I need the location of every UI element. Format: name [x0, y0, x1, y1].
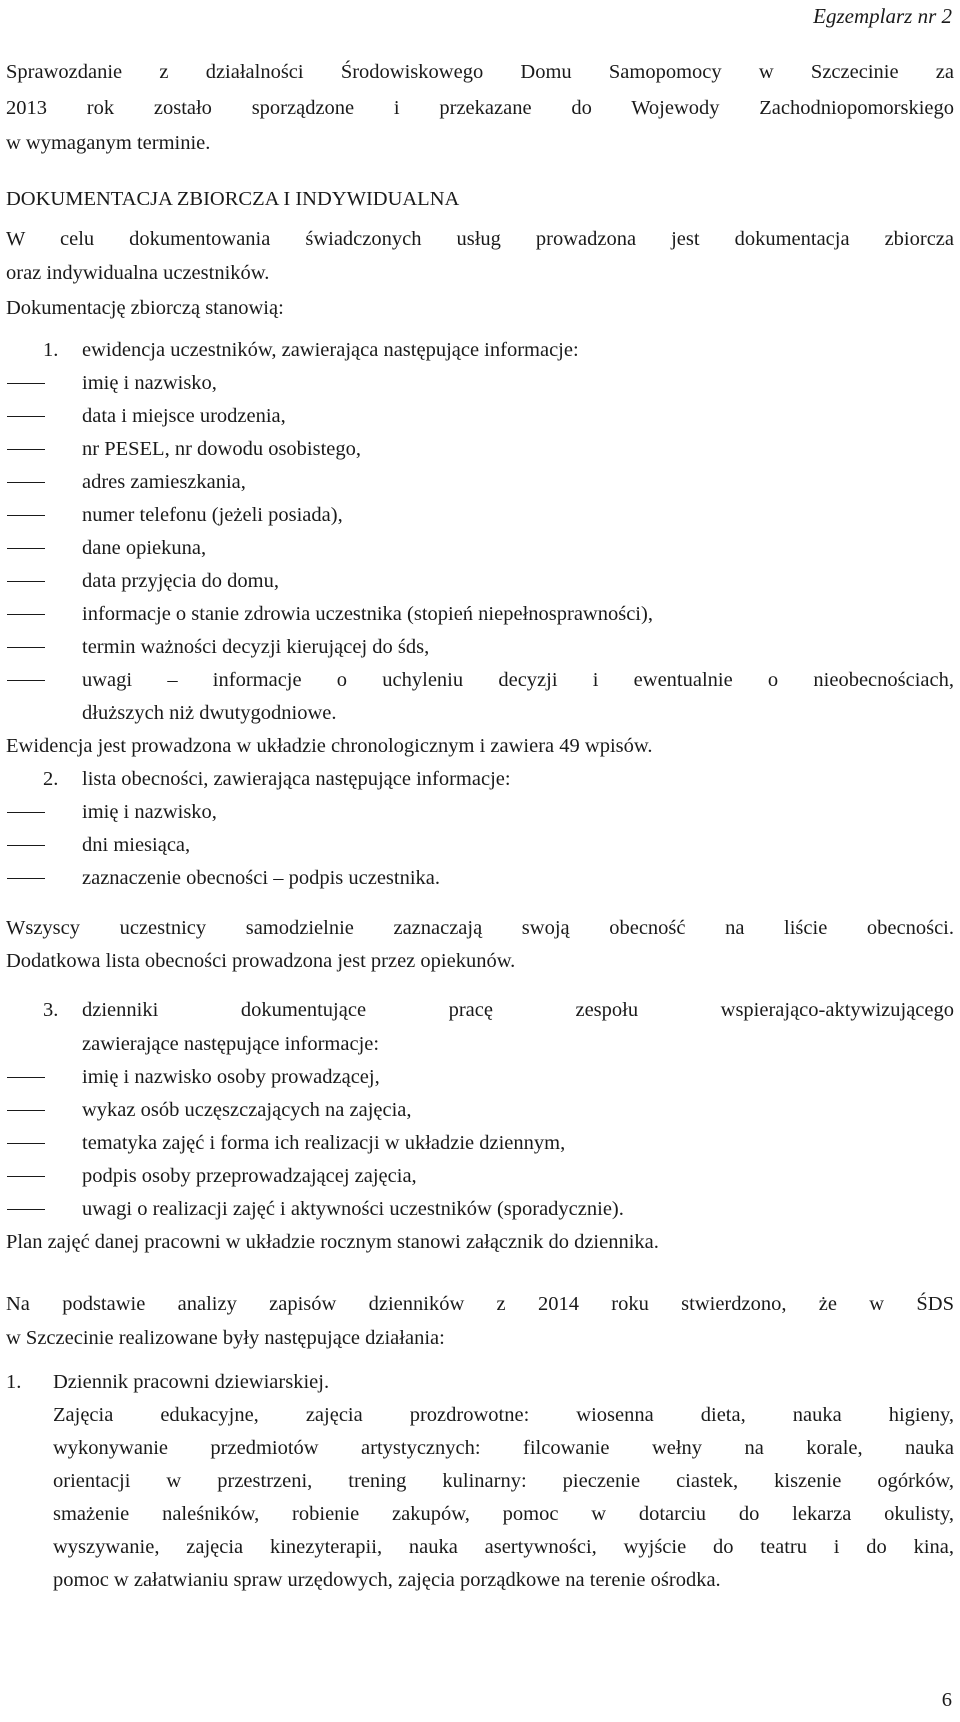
activity1-number: 1. — [6, 1371, 22, 1393]
section-para-line-2: oraz indywidualna uczestników. — [6, 262, 270, 284]
dash-bullet — [7, 383, 45, 384]
item1-bullet: dane opiekuna, — [82, 537, 207, 559]
dash-bullet — [7, 680, 45, 681]
item1-summary: Ewidencja jest prowadzona w układzie chronologicznym i zawiera 49 wpisów. — [6, 735, 653, 757]
activity1-line: smażenie naleśników, robienie zakupów, pomoc w dotarciu do lekarza okulisty, — [53, 1503, 954, 1525]
item3-bullet: wykaz osób uczęszczających na zajęcia, — [82, 1099, 412, 1121]
dash-bullet — [7, 647, 45, 648]
item3-bullet: uwagi o realizacji zajęć i aktywności uczestników (sporadycznie). — [82, 1198, 624, 1220]
activity1-line: Zajęcia edukacyjne, zajęcia prozdrowotne: wiosenna dieta, nauka higieny, — [53, 1404, 954, 1426]
activity1-last-line: pomoc w załatwianiu spraw urzędowych, zajęcia porządkowe na terenie ośrodka. — [53, 1569, 721, 1591]
dash-bullet — [7, 581, 45, 582]
item1-bullet: nr PESEL, nr dowodu osobistego, — [82, 438, 362, 460]
item2-para-line-2: Dodatkowa lista obecności prowadzona jest przez opiekunów. — [6, 950, 516, 972]
analysis-line-1: Na podstawie analizy zapisów dzienników z 2014 roku stwierdzono, że w ŚDS — [6, 1293, 954, 1315]
analysis-line-2: w Szczecinie realizowane były następujące działania: — [6, 1327, 445, 1349]
dash-bullet — [7, 812, 45, 813]
activity1-title: Dziennik pracowni dziewiarskiej. — [53, 1371, 330, 1393]
dash-bullet — [7, 1209, 45, 1210]
item1-bullet: numer telefonu (jeżeli posiada), — [82, 504, 343, 526]
activity1-line: wyszywanie, zajęcia kinezyterapii, nauka asertywności, wyjście do teatru i do kina, — [53, 1536, 954, 1558]
activity1-line: orientacji w przestrzeni, trening kulinarny: pieczenie ciastek, kiszenie ogórków, — [53, 1470, 954, 1492]
item3-plan: Plan zajęć danej pracowni w układzie rocznym stanowi załącznik do dziennika. — [6, 1231, 659, 1253]
item3-bullet: podpis osoby przeprowadzającej zajęcia, — [82, 1165, 417, 1187]
item1-bullet: informacje o stanie zdrowia uczestnika (stopień niepełnosprawności), — [82, 603, 653, 625]
section-subheading: Dokumentację zbiorczą stanowią: — [6, 297, 284, 319]
activity1-line: wykonywanie przedmiotów artystycznych: filcowanie wełny na korale, nauka — [53, 1437, 954, 1459]
item3-text-line-1: dzienniki dokumentujące pracę zespołu wspierająco-aktywizującego — [82, 999, 954, 1021]
item1-last-bullet-line-2: dłuższych niż dwutygodniowe. — [82, 702, 337, 724]
intro-line-3: w wymaganym terminie. — [6, 132, 211, 154]
dash-bullet — [7, 1143, 45, 1144]
item1-bullet: imię i nazwisko, — [82, 372, 217, 394]
copy-label: Egzemplarz nr 2 — [813, 4, 952, 28]
item3-bullet: tematyka zajęć i forma ich realizacji w układzie dziennym, — [82, 1132, 566, 1154]
dash-bullet — [7, 482, 45, 483]
item2-bullet: dni miesiąca, — [82, 834, 191, 856]
dash-bullet — [7, 845, 45, 846]
item1-bullet: termin ważności decyzji kierującej do śds, — [82, 636, 430, 658]
item1-text: ewidencja uczestników, zawierająca następujące informacje: — [82, 339, 579, 361]
item1-bullet: data i miejsce urodzenia, — [82, 405, 286, 427]
item1-last-bullet-line-1: uwagi – informacje o uchyleniu decyzji i ewentualnie o nieobecnościach, — [82, 669, 954, 691]
item2-bullet: zaznaczenie obecności – podpis uczestnika. — [82, 867, 441, 889]
dash-bullet — [7, 416, 45, 417]
item3-bullet: imię i nazwisko osoby prowadzącej, — [82, 1066, 380, 1088]
dash-bullet — [7, 614, 45, 615]
section-heading: DOKUMENTACJA ZBIORCZA I INDYWIDUALNA — [6, 188, 460, 210]
dash-bullet — [7, 515, 45, 516]
section-para-line-1: W celu dokumentowania świadczonych usług prowadzona jest dokumentacja zbiorcza — [6, 228, 954, 250]
item1-number: 1. — [43, 339, 59, 361]
item1-bullet: adres zamieszkania, — [82, 471, 246, 493]
dash-bullet — [7, 878, 45, 879]
dash-bullet — [7, 1077, 45, 1078]
item2-number: 2. — [43, 768, 59, 790]
dash-bullet — [7, 449, 45, 450]
dash-bullet — [7, 1176, 45, 1177]
item3-text-line-2: zawierające następujące informacje: — [82, 1033, 380, 1055]
dash-bullet — [7, 548, 45, 549]
item1-bullet: data przyjęcia do domu, — [82, 570, 279, 592]
intro-line-2: 2013 rok zostało sporządzone i przekazane do Wojewody Zachodniopomorskiego — [6, 97, 954, 119]
item3-number: 3. — [43, 999, 59, 1021]
dash-bullet — [7, 1110, 45, 1111]
item2-bullet: imię i nazwisko, — [82, 801, 217, 823]
intro-line-1: Sprawozdanie z działalności Środowiskowego Domu Samopomocy w Szczecinie za — [6, 61, 954, 83]
item2-text: lista obecności, zawierająca następujące informacje: — [82, 768, 511, 790]
item2-para-line-1: Wszyscy uczestnicy samodzielnie zaznaczają swoją obecność na liście obecności. — [6, 917, 954, 939]
page-number: 6 — [941, 1689, 952, 1711]
